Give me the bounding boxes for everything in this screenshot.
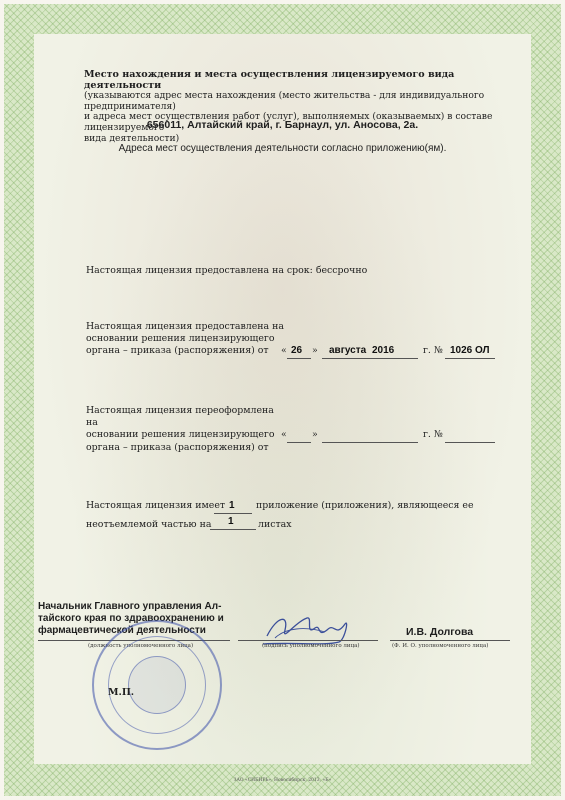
sheets-count: 1 <box>228 516 234 527</box>
granted-line-1: Настоящая лицензия предоставлена на <box>86 321 284 332</box>
term-value: бессрочно <box>315 265 368 276</box>
signer-position-line-1: Начальник Главного управления Ал- <box>38 601 222 612</box>
location-header-note-3: вида деятельности) <box>84 132 180 144</box>
granted-month: августа <box>329 345 367 356</box>
sheets-count-underline <box>210 529 256 530</box>
granted-line-2: основании решения лицензирующего <box>86 333 275 345</box>
appendix-count: 1 <box>229 500 235 511</box>
stamp-placeholder: М.П. <box>108 687 135 698</box>
appendix-line-1-end: приложение (приложения), являющееся ее <box>256 500 474 511</box>
signature-flourish <box>275 629 325 638</box>
reissued-line-1: Настоящая лицензия переоформлена на <box>86 405 274 429</box>
appendix-line-2-end: листах <box>258 519 292 530</box>
appendix-line-1-start: Настоящая лицензия имеет <box>86 500 226 511</box>
location-header <box>84 70 504 144</box>
granted-year: 2016 <box>372 345 395 356</box>
location-header-note-1: (указываются адрес места нахождения (место жительства - для индивидуального предпринимателя) <box>84 90 485 112</box>
appendix-count-underline <box>214 513 252 514</box>
reissued-quote-close: » <box>312 429 318 440</box>
day-underline <box>287 358 311 359</box>
reissued-quote-open: « <box>281 429 287 440</box>
term-label: Настоящая лицензия предоставлена на срок: <box>86 265 313 276</box>
term-row <box>86 265 367 277</box>
granted-block <box>86 321 286 358</box>
month-underline <box>322 358 418 359</box>
printer-imprint: ЗАО «СИБИРЬ», Новосибирск, 2013, «Б» <box>233 778 332 783</box>
reissued-number-underline <box>445 442 495 443</box>
signature-image <box>255 608 360 648</box>
granted-number-label: г. № <box>423 345 443 356</box>
granted-line-3: органа – приказа (распоряжения) от <box>86 345 269 357</box>
signer-position-line-2: тайского края по здравоохранению и <box>38 613 224 624</box>
location-header-note-2: и адреса мест осуществления работ (услуг), выполняемых (оказываемых) в составе лицензируемого <box>84 111 493 133</box>
reissued-line-3: органа – приказа (распоряжения) от <box>86 441 269 453</box>
signature-caption: (подпись уполномоченного лица) <box>262 643 360 649</box>
reissued-month-underline <box>322 442 418 443</box>
position-caption: (должность уполномоченного лица) <box>88 643 194 649</box>
reissued-day-underline <box>287 442 311 443</box>
reissued-line-2: основании решения лицензирующего <box>86 429 275 441</box>
reissued-block <box>86 405 286 454</box>
number-underline <box>445 358 495 359</box>
addresses-note: Адреса мест осуществления деятельности согласно приложению(ям). <box>118 143 447 154</box>
signature-underline <box>238 640 378 641</box>
name-underline <box>390 640 510 641</box>
appendix-line-2-start: неотъемлемой частью на <box>86 519 212 530</box>
official-seal <box>92 620 222 750</box>
name-caption: (Ф. И. О. уполномоченного лица) <box>392 643 489 649</box>
granted-day: 26 <box>291 345 303 356</box>
granted-number: 1026 ОЛ <box>450 345 490 356</box>
address: 656011, Алтайский край, г. Барнаул, ул. Аносова, 2а. <box>146 119 419 131</box>
granted-quote-open: « <box>281 345 287 356</box>
reissued-number-label: г. № <box>423 429 443 440</box>
seal-emblem <box>128 656 186 714</box>
granted-quote-close: » <box>312 345 318 356</box>
signer-name: И.В. Долгова <box>406 626 474 638</box>
signer-position-line-3: фармацевтической деятельности <box>38 625 206 636</box>
location-header-title: Место нахождения и места осуществления лицензируемого вида деятельности <box>84 69 455 91</box>
